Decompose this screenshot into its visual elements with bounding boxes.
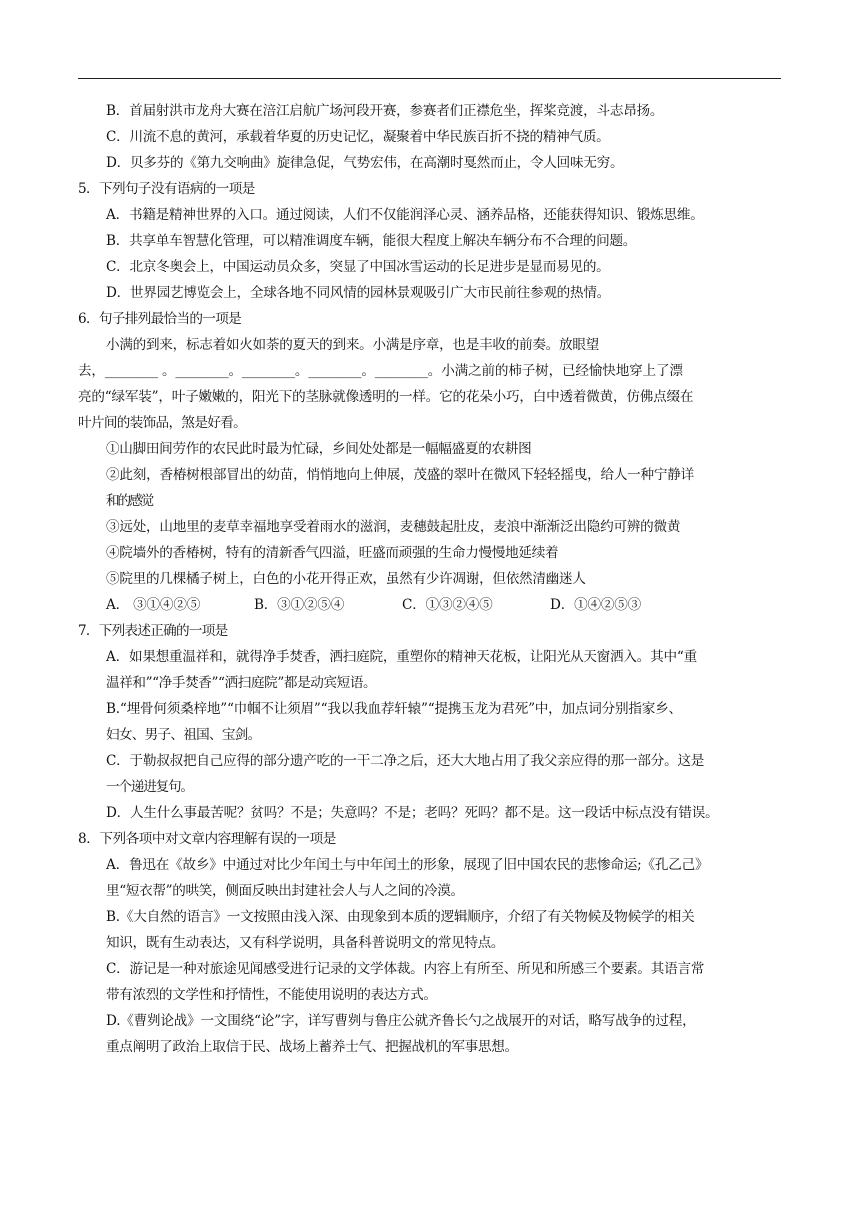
header-rule	[78, 78, 781, 79]
q6-option-a: A． ③①④②⑤	[106, 597, 201, 613]
q8-option-d: D.《曹刿论战》一文围绕“论”字，详写曹刿与鲁庄公就齐鲁长勺之战展开的对话，略写战争的过程，	[106, 1013, 696, 1029]
q7-option-a: A．如果想重温祥和，就得净手焚香，洒扫庭院，重塑你的精神天花板，让阳光从天窗洒入。其中“重	[106, 649, 697, 665]
q5-option-b: B．共享单车智慧化管理，可以精准调度车辆，能很大程度上解决车辆分布不合理的问题。	[106, 233, 637, 249]
q8-option-c-cont: 带有浓烈的文学性和抒情性，不能使用说明的表达方式。	[106, 987, 437, 1003]
q8-option-c: C．游记是一种对旅途见闻感受进行记录的文学体裁。内容上有所至、所见和所感三个要素。其语言常	[106, 961, 705, 977]
q6-sentence-4: ④院墙外的香椿树，特有的清新香气四溢，旺盛而顽强的生命力慢慢地延续着	[106, 545, 559, 561]
q6-options	[78, 592, 790, 618]
q6-option-d: D．①④②⑤③	[550, 597, 642, 613]
exam-page	[78, 98, 790, 1060]
q8-option-a: A．鲁迅在《故乡》中通过对比少年闰土与中年闰土的形象，展现了旧中国农民的悲惨命运;《孔乙己》	[106, 857, 709, 873]
q8-option-b-cont: 知识，既有生动表达，又有科学说明，具备科普说明文的常见特点。	[106, 935, 505, 951]
q6-sentence-2-cont: 和的感觉	[106, 493, 153, 509]
q6-sentence-3: ③远处，山地里的麦草幸福地享受着雨水的滋润，麦穗鼓起肚皮，麦浪中渐渐泛出隐约可辨的微黄	[106, 519, 681, 535]
q6-sentence-1: ①山脚田间劳作的农民此时最为忙碌，乡间处处都是一幅幅盛夏的农耕图	[106, 441, 532, 457]
q8-stem: 8．下列各项中对文章内容理解有误的一项是	[78, 831, 336, 847]
q6-sentence-2: ②此刻，香椿树根部冒出的幼苗，悄悄地向上伸展，茂盛的翠叶在微风下轻轻摇曳，给人一种宁静详	[106, 467, 695, 483]
q6-option-c: C．①③②④⑤	[402, 597, 493, 613]
q7-option-c: C．于勒叔叔把自己应得的部分遗产吃的一干二净之后，还大大地占用了我父亲应得的那一部分。这是	[106, 753, 705, 769]
q6-sentence-5: ⑤院里的几棵橘子树上，白色的小花开得正欢，虽然有少许凋谢，但依然清幽迷人	[106, 571, 586, 587]
q6-option-b: B．③①②⑤④	[254, 597, 345, 613]
q7-option-d: D．人生什么事最苦呢？贫吗？不是；失意吗？不是；老吗？死吗？都不是。这一段话中标点没有错误。	[106, 805, 719, 821]
q6-passage-line-2: 去，________ 。________。________。________。________。小满之前的柿子树，已经愉快地穿上了漂	[78, 363, 683, 379]
q8-option-b: B.《大自然的语言》一文按照由浅入深、由现象到本质的逻辑顺序，介绍了有关物候及物候学的相关	[106, 909, 695, 925]
q5-stem: 5．下列句子没有语病的一项是	[78, 181, 255, 197]
q5-option-c: C．北京冬奥会上，中国运动员众多，突显了中国冰雪运动的长足进步是显而易见的。	[106, 259, 610, 275]
q7-option-a-cont: 温祥和”“净手焚香”“洒扫庭院”都是动宾短语。	[106, 675, 377, 691]
q4-option-d: D．贝多芬的《第九交响曲》旋律急促，气势宏伟，在高潮时戛然而止，令人回味无穷。	[106, 155, 624, 171]
q4-option-b: B．首届射洪市龙舟大赛在涪江启航广场河段开赛，参赛者们正襟危坐，挥桨竞渡，斗志昂扬。	[106, 103, 664, 119]
q7-option-b-cont: 妇女、男子、祖国、宝剑。	[106, 727, 261, 743]
q6-stem: 6．句子排列最恰当的一项是	[78, 311, 242, 327]
q5-option-d: D．世界园艺博览会上，全球各地不同风情的园林景观吸引广大市民前往参观的热情。	[106, 285, 610, 301]
q7-stem: 7．下列表述正确的一项是	[78, 623, 228, 639]
q4-option-c: C．川流不息的黄河，承载着华夏的历史记忆，凝聚着中华民族百折不挠的精神气质。	[106, 129, 610, 145]
q8-option-a-cont: 里“短衣帮”的哄笑，侧面反映出封建社会人与人之间的冷漠。	[106, 883, 464, 899]
q7-option-b: B.“埋骨何须桑梓地”“巾帼不让须眉”“我以我血荐轩辕”“提携玉龙为君死”中，加点词分别指家乡、	[106, 701, 682, 717]
q8-option-d-cont: 重点阐明了政治上取信于民、战场上蓄养士气、把握战机的军事思想。	[106, 1039, 518, 1055]
q7-option-c-cont: 一个递进复句。	[106, 779, 193, 795]
q6-passage-line-1: 小满的到来，标志着如火如荼的夏天的到来。小满是序章，也是丰收的前奏。放眼望	[106, 337, 599, 353]
q6-passage-line-4: 叶片间的装饰品，煞是好看。	[78, 415, 247, 431]
q5-option-a: A．书籍是精神世界的入口。通过阅读，人们不仅能润泽心灵、涵养品格，还能获得知识、锻炼思维。	[106, 207, 704, 223]
q6-passage-line-3: 亮的“绿军装”，叶子嫩嫩的，阳光下的茎脉就像透明的一样。它的花朵小巧，白中透着微黄，仿佛点缀在	[78, 389, 694, 405]
